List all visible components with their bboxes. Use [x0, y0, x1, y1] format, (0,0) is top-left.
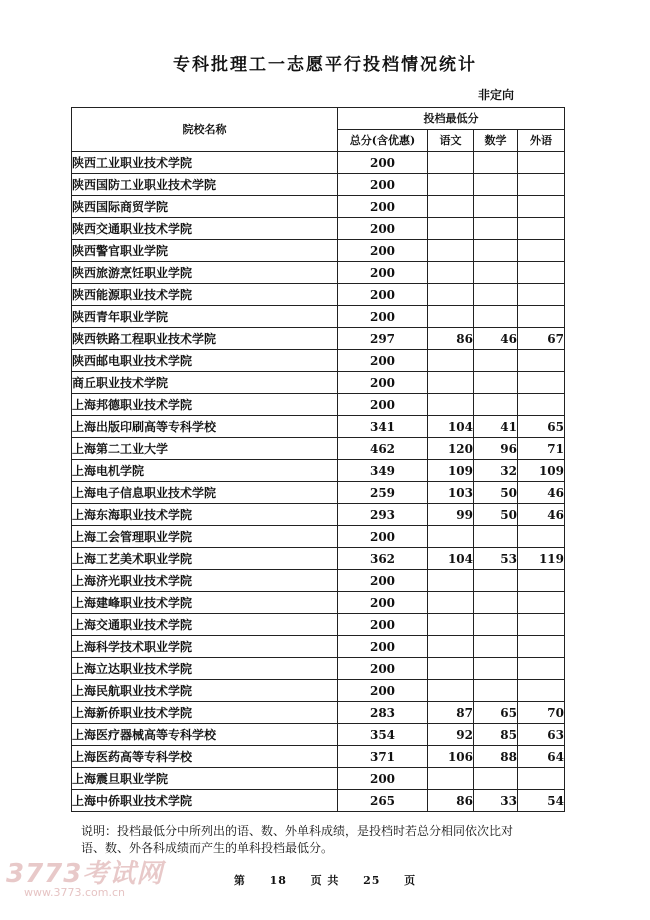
- table-row: [72, 262, 565, 284]
- english-score-cell: 64: [518, 746, 565, 768]
- table-row: [72, 592, 565, 614]
- total-score-cell: 349: [338, 460, 428, 482]
- total-score-cell: 200: [338, 306, 428, 328]
- chinese-score-cell: [428, 262, 474, 284]
- total-score-cell: 200: [338, 218, 428, 240]
- total-score-cell: 200: [338, 768, 428, 790]
- table-row: [72, 526, 565, 548]
- table-row: [72, 746, 565, 768]
- chinese-score-cell: [428, 636, 474, 658]
- school-name-cell: 上海出版印刷高等专科学校: [72, 416, 338, 438]
- table-row: [72, 350, 565, 372]
- chinese-score-cell: 120: [428, 438, 474, 460]
- math-score-cell: 96: [474, 438, 518, 460]
- math-score-cell: [474, 570, 518, 592]
- school-name-cell: 上海立达职业技术学院: [72, 658, 338, 680]
- school-name-cell: 上海医药高等专科学校: [72, 746, 338, 768]
- total-score-cell: 200: [338, 526, 428, 548]
- school-name-cell: 陕西能源职业技术学院: [72, 284, 338, 306]
- chinese-score-cell: [428, 350, 474, 372]
- school-name-cell: 上海东海职业技术学院: [72, 504, 338, 526]
- watermark-url: www.3773.com.cn: [24, 886, 125, 899]
- total-score-cell: 200: [338, 262, 428, 284]
- english-score-cell: 119: [518, 548, 565, 570]
- school-name-cell: 陕西铁路工程职业技术学院: [72, 328, 338, 350]
- school-name-cell: 陕西青年职业学院: [72, 306, 338, 328]
- footer-total-pages: 25: [363, 874, 381, 887]
- math-score-cell: [474, 350, 518, 372]
- school-name-cell: 陕西警官职业学院: [72, 240, 338, 262]
- english-score-cell: 70: [518, 702, 565, 724]
- school-name-cell: 上海震旦职业学院: [72, 768, 338, 790]
- total-score-cell: 362: [338, 548, 428, 570]
- chinese-score-cell: [428, 394, 474, 416]
- total-score-cell: 297: [338, 328, 428, 350]
- total-score-cell: 200: [338, 174, 428, 196]
- math-score-cell: [474, 152, 518, 174]
- school-name-cell: 陕西工业职业技术学院: [72, 152, 338, 174]
- school-name-cell: 上海工会管理职业学院: [72, 526, 338, 548]
- table-row: [72, 306, 565, 328]
- total-score-cell: 354: [338, 724, 428, 746]
- math-score-cell: [474, 174, 518, 196]
- table-row: [72, 658, 565, 680]
- math-score-cell: 33: [474, 790, 518, 812]
- chinese-score-cell: [428, 196, 474, 218]
- table-row: [72, 196, 565, 218]
- total-score-cell: 200: [338, 614, 428, 636]
- header-chinese: 语文: [428, 130, 474, 152]
- total-score-cell: 200: [338, 570, 428, 592]
- table-row: [72, 680, 565, 702]
- chinese-score-cell: 104: [428, 548, 474, 570]
- header-math: 数学: [474, 130, 518, 152]
- chinese-score-cell: 103: [428, 482, 474, 504]
- school-name-cell: 上海电机学院: [72, 460, 338, 482]
- chinese-score-cell: [428, 306, 474, 328]
- school-name-cell: 陕西邮电职业技术学院: [72, 350, 338, 372]
- total-score-cell: 200: [338, 658, 428, 680]
- english-score-cell: [518, 174, 565, 196]
- chinese-score-cell: [428, 680, 474, 702]
- school-name-cell: 上海建峰职业技术学院: [72, 592, 338, 614]
- english-score-cell: [518, 768, 565, 790]
- total-score-cell: 259: [338, 482, 428, 504]
- math-score-cell: [474, 614, 518, 636]
- chinese-score-cell: [428, 174, 474, 196]
- chinese-score-cell: [428, 658, 474, 680]
- english-score-cell: [518, 526, 565, 548]
- table-row: [72, 724, 565, 746]
- math-score-cell: 50: [474, 482, 518, 504]
- table-row: [72, 614, 565, 636]
- english-score-cell: [518, 350, 565, 372]
- school-name-cell: 商丘职业技术学院: [72, 372, 338, 394]
- table-row: [72, 438, 565, 460]
- math-score-cell: [474, 526, 518, 548]
- page-footer: [0, 872, 650, 888]
- school-name-cell: 上海医疗器械高等专科学校: [72, 724, 338, 746]
- math-score-cell: 46: [474, 328, 518, 350]
- footer-suffix: 页: [404, 874, 417, 887]
- watermark-logo-text: 3773考试网: [6, 859, 164, 889]
- english-score-cell: [518, 240, 565, 262]
- chinese-score-cell: 92: [428, 724, 474, 746]
- school-name-cell: 上海工艺美术职业学院: [72, 548, 338, 570]
- english-score-cell: 67: [518, 328, 565, 350]
- total-score-cell: 200: [338, 372, 428, 394]
- english-score-cell: [518, 636, 565, 658]
- math-score-cell: [474, 306, 518, 328]
- school-name-cell: 上海科学技术职业学院: [72, 636, 338, 658]
- table-row: [72, 482, 565, 504]
- school-name-cell: 上海第二工业大学: [72, 438, 338, 460]
- english-score-cell: [518, 284, 565, 306]
- math-score-cell: [474, 262, 518, 284]
- header-school-name: 院校名称: [72, 108, 338, 152]
- chinese-score-cell: 87: [428, 702, 474, 724]
- chinese-score-cell: [428, 218, 474, 240]
- table-row: [72, 702, 565, 724]
- total-score-cell: 200: [338, 636, 428, 658]
- math-score-cell: [474, 394, 518, 416]
- chinese-score-cell: [428, 152, 474, 174]
- math-score-cell: [474, 680, 518, 702]
- table-row: [72, 240, 565, 262]
- english-score-cell: 109: [518, 460, 565, 482]
- english-score-cell: [518, 218, 565, 240]
- total-score-cell: 200: [338, 284, 428, 306]
- chinese-score-cell: [428, 592, 474, 614]
- english-score-cell: 63: [518, 724, 565, 746]
- footer-middle: 页 共: [310, 874, 340, 887]
- school-name-cell: 上海民航职业技术学院: [72, 680, 338, 702]
- english-score-cell: 46: [518, 482, 565, 504]
- total-score-cell: 200: [338, 680, 428, 702]
- chinese-score-cell: 86: [428, 790, 474, 812]
- chinese-score-cell: 106: [428, 746, 474, 768]
- table-row: [72, 152, 565, 174]
- school-name-cell: 上海交通职业技术学院: [72, 614, 338, 636]
- math-score-cell: 65: [474, 702, 518, 724]
- math-score-cell: 88: [474, 746, 518, 768]
- school-name-cell: 陕西国际商贸学院: [72, 196, 338, 218]
- english-score-cell: 54: [518, 790, 565, 812]
- english-score-cell: [518, 306, 565, 328]
- math-score-cell: [474, 284, 518, 306]
- total-score-cell: 293: [338, 504, 428, 526]
- table-row: [72, 570, 565, 592]
- school-name-cell: 陕西国防工业职业技术学院: [72, 174, 338, 196]
- chinese-score-cell: [428, 240, 474, 262]
- chinese-score-cell: [428, 284, 474, 306]
- chinese-score-cell: 86: [428, 328, 474, 350]
- english-score-cell: 71: [518, 438, 565, 460]
- english-score-cell: [518, 262, 565, 284]
- math-score-cell: 41: [474, 416, 518, 438]
- total-score-cell: 200: [338, 394, 428, 416]
- total-score-cell: 371: [338, 746, 428, 768]
- table-row: [72, 504, 565, 526]
- math-score-cell: 85: [474, 724, 518, 746]
- header-min-score-group: 投档最低分: [338, 108, 565, 130]
- total-score-cell: 200: [338, 152, 428, 174]
- school-name-cell: 上海中侨职业技术学院: [72, 790, 338, 812]
- english-score-cell: [518, 592, 565, 614]
- school-name-cell: 上海济光职业技术学院: [72, 570, 338, 592]
- header-total: 总分(含优惠): [338, 130, 428, 152]
- chinese-score-cell: [428, 768, 474, 790]
- chinese-score-cell: [428, 372, 474, 394]
- total-score-cell: 200: [338, 592, 428, 614]
- total-score-cell: 341: [338, 416, 428, 438]
- table-row: [72, 174, 565, 196]
- english-score-cell: 65: [518, 416, 565, 438]
- math-score-cell: 50: [474, 504, 518, 526]
- english-score-cell: [518, 614, 565, 636]
- school-name-cell: 上海电子信息职业技术学院: [72, 482, 338, 504]
- math-score-cell: [474, 240, 518, 262]
- math-score-cell: 32: [474, 460, 518, 482]
- document-title: 专科批理工一志愿平行投档情况统计: [173, 55, 477, 75]
- math-score-cell: [474, 658, 518, 680]
- math-score-cell: [474, 218, 518, 240]
- total-score-cell: 265: [338, 790, 428, 812]
- math-score-cell: [474, 372, 518, 394]
- footer-prefix: 第: [233, 874, 246, 887]
- school-name-cell: 上海邦德职业技术学院: [72, 394, 338, 416]
- total-score-cell: 283: [338, 702, 428, 724]
- table-row: [72, 768, 565, 790]
- score-table-body: [72, 152, 565, 812]
- chinese-score-cell: [428, 526, 474, 548]
- english-score-cell: [518, 394, 565, 416]
- chinese-score-cell: 104: [428, 416, 474, 438]
- total-score-cell: 200: [338, 240, 428, 262]
- document-subtitle: 非定向: [478, 88, 515, 102]
- score-table: [71, 107, 565, 812]
- english-score-cell: [518, 196, 565, 218]
- english-score-cell: 46: [518, 504, 565, 526]
- note-line-1: 说明：投档最低分中所列出的语、数、外单科成绩，是投档时若总分相同依次比对: [81, 824, 514, 838]
- english-score-cell: [518, 152, 565, 174]
- note-line-2: 语、数、外各科成绩而产生的单科投档最低分。: [81, 841, 334, 855]
- table-row: [72, 790, 565, 812]
- footer-page-number: 18: [269, 874, 287, 887]
- chinese-score-cell: 99: [428, 504, 474, 526]
- table-row: [72, 372, 565, 394]
- math-score-cell: [474, 768, 518, 790]
- math-score-cell: [474, 636, 518, 658]
- table-row: [72, 284, 565, 306]
- total-score-cell: 200: [338, 350, 428, 372]
- english-score-cell: [518, 658, 565, 680]
- explanatory-note: [81, 823, 601, 857]
- table-row: [72, 416, 565, 438]
- table-row: [72, 548, 565, 570]
- chinese-score-cell: 109: [428, 460, 474, 482]
- school-name-cell: 陕西旅游烹饪职业学院: [72, 262, 338, 284]
- table-row: [72, 636, 565, 658]
- header-english: 外语: [518, 130, 565, 152]
- math-score-cell: [474, 592, 518, 614]
- math-score-cell: [474, 196, 518, 218]
- school-name-cell: 陕西交通职业技术学院: [72, 218, 338, 240]
- school-name-cell: 上海新侨职业技术学院: [72, 702, 338, 724]
- english-score-cell: [518, 570, 565, 592]
- english-score-cell: [518, 372, 565, 394]
- math-score-cell: 53: [474, 548, 518, 570]
- total-score-cell: 200: [338, 196, 428, 218]
- table-row: [72, 328, 565, 350]
- chinese-score-cell: [428, 614, 474, 636]
- table-row: [72, 218, 565, 240]
- table-row: [72, 460, 565, 482]
- table-row: [72, 394, 565, 416]
- total-score-cell: 462: [338, 438, 428, 460]
- chinese-score-cell: [428, 570, 474, 592]
- english-score-cell: [518, 680, 565, 702]
